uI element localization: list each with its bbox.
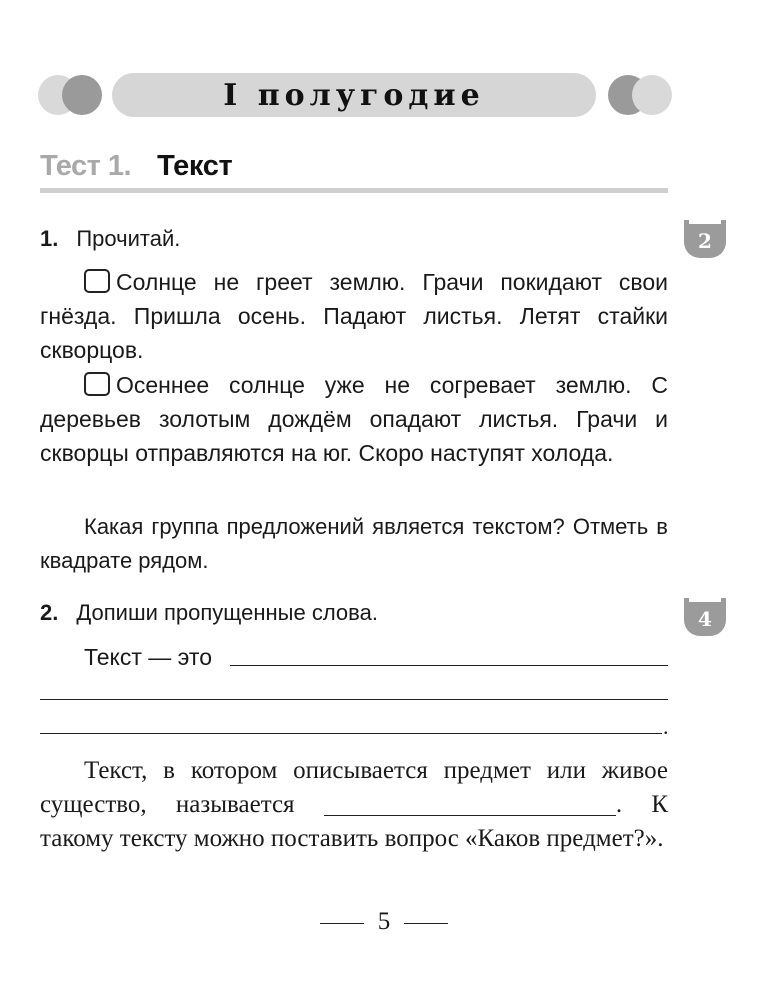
- points-value: 2: [698, 229, 712, 253]
- footer-dash: [320, 923, 364, 924]
- answer-checkbox-b[interactable]: [84, 372, 110, 396]
- points-value: 4: [698, 607, 712, 631]
- definition-prompt: Текст — это: [84, 644, 212, 670]
- footer-dash: [404, 923, 448, 924]
- section-title: I полугодие: [112, 73, 596, 117]
- page-number: 5: [377, 908, 391, 935]
- answer-line[interactable]: [40, 733, 662, 734]
- paragraph-text: К такому тексту можно поставить вопрос «Каков предмет?».: [40, 791, 669, 852]
- answer-checkbox-a[interactable]: [84, 269, 110, 293]
- answer-line[interactable]: [230, 665, 668, 666]
- group-b-text: Осеннее солнце уже не согревает землю. С деревьев золотым дождём опадают листья. Грачи и скворцы отправляются на юг. Скоро наступят холода.: [40, 372, 668, 466]
- description-paragraph: [40, 754, 668, 856]
- task-instruction: Допиши пропущенные слова.: [76, 600, 378, 625]
- task-1-header: [40, 226, 180, 252]
- answer-line[interactable]: [324, 793, 616, 816]
- task-1-question: Какая группа предложений является текстом? Отметь в квадрате рядом.: [40, 514, 668, 573]
- task-2-header: [40, 600, 378, 626]
- banner-decor-dot: [632, 75, 672, 115]
- test-number: Тест 1.: [40, 150, 132, 182]
- points-badge: [684, 602, 726, 636]
- heading-divider: [40, 188, 668, 193]
- points-badge: [684, 224, 726, 258]
- answer-line[interactable]: [40, 699, 668, 700]
- test-heading: [40, 150, 232, 183]
- task-instruction: Прочитай.: [76, 226, 181, 251]
- sentence-group-b: [40, 368, 668, 470]
- section-banner: [38, 72, 670, 118]
- banner-decor-dot: [62, 75, 102, 115]
- task-number: 2.: [40, 600, 59, 625]
- line-end-period: .: [663, 714, 669, 739]
- page-footer: [0, 908, 768, 936]
- line-end-period: .: [615, 791, 623, 818]
- task-number: 1.: [40, 226, 59, 251]
- test-name: Текст: [157, 150, 233, 182]
- sentence-group-a: [40, 265, 668, 367]
- group-a-text: Солнце не греет землю. Грачи покидают свои гнёзда. Пришла осень. Падают листья. Летят стайки скворцов.: [40, 269, 668, 363]
- paragraph-text: Текст, в котором описывается предмет или живое существо, называется: [40, 757, 668, 818]
